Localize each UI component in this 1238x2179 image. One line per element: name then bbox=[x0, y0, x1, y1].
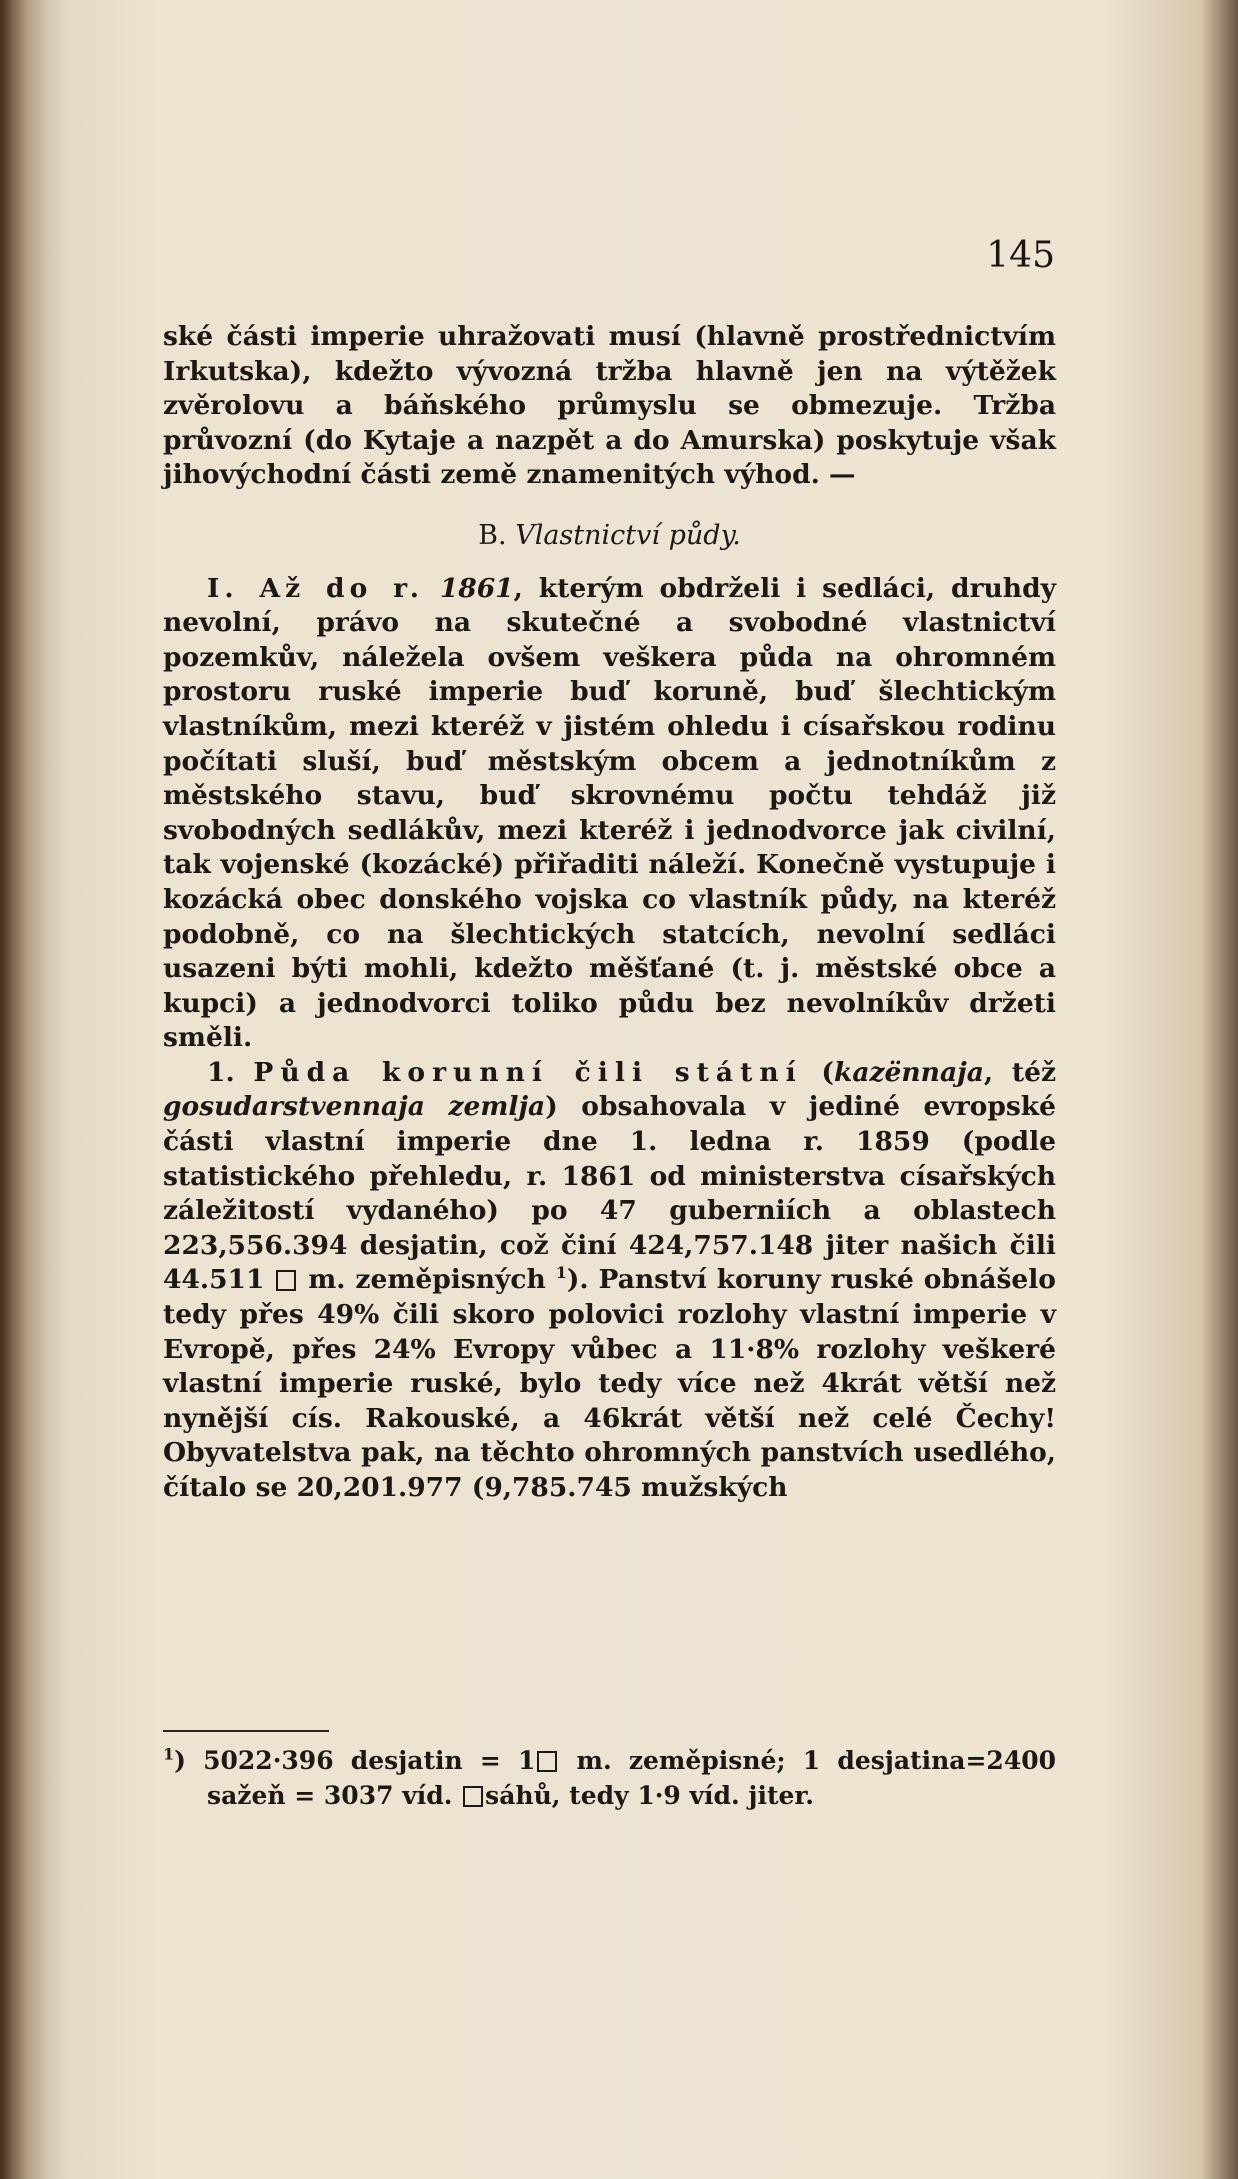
year-1861: 1861 bbox=[439, 572, 514, 604]
footnote-reference: 1 bbox=[555, 1263, 567, 1283]
paragraph-crown-land bbox=[163, 1056, 1056, 1506]
footnote-text-c: sáhů, tedy 1·9 víd. jiter. bbox=[485, 1781, 815, 1810]
footnote-divider bbox=[163, 1730, 329, 1732]
italic-term-kazennaja: kazënnaja bbox=[833, 1056, 984, 1088]
paragraph-text-a: ) obsahovala v jediné evropské části vlastní imperie dne 1. ledna r. 1859 (podle statistického přehledu, r. 1861 od ministerstva císařských záležitostí vydaného) po 47 guberniích a oblastech 223,556.394 desjatin, což činí 424,757.148 jiter našich čili 44.511 bbox=[163, 1091, 1057, 1296]
square-symbol-icon bbox=[537, 1751, 557, 1772]
square-symbol-icon bbox=[463, 1786, 483, 1807]
text-tez: , též bbox=[983, 1056, 1056, 1088]
footnote-text-b: m. zeměpisné; 1 desjatina=2400 sažeň = 3037 víd. bbox=[207, 1746, 1056, 1810]
footnote-text bbox=[163, 1743, 1056, 1813]
paragraph-text-c: ). Panství koruny ruské obnášelo tedy přes 49% čili skoro polovici rozlohy vlastní imperie v Evropě, přes 24% Evropy vůbec a 11·8% rozlohy veškeré vlastní imperie ruské, bylo tedy více než 4krát větší než nynější cís. Rakouské, a 46krát větší než celé Čechy! Obyvatelstva pak, na těchto ohromných panstvích usedlého, čítalo se 20,201.977 (9,785.745 mužských bbox=[163, 1264, 1056, 1503]
paren-open: ( bbox=[802, 1056, 834, 1088]
italic-term-gosudarstvennaja: gosudarstvennaja zemlja bbox=[163, 1091, 546, 1123]
paragraph-number: 1. bbox=[207, 1056, 235, 1088]
section-heading bbox=[163, 519, 1056, 554]
section-title: Vlastnictví půdy. bbox=[515, 519, 741, 551]
page-number: 145 bbox=[986, 235, 1055, 276]
paragraph-lead: I. Až do r. bbox=[207, 572, 424, 604]
square-symbol-icon bbox=[276, 1270, 296, 1291]
footnote-mark: 1 bbox=[163, 1744, 175, 1764]
book-page bbox=[70, 30, 1210, 2160]
spaced-term: Půda korunní čili státní bbox=[253, 1056, 803, 1088]
paragraph-text-b: m. zeměpisných bbox=[298, 1264, 546, 1296]
binding-gutter-shadow bbox=[0, 0, 70, 2179]
paragraph-intro: ské části imperie uhražovati musí (hlavně prostřednictvím Irkutska), kdežto vývozná tržba hlavně jen na výtěžek zvěrolovu a báňského průmyslu se obmezuje. Tržba průvozní (do Kytaje a nazpět a do Amurska) poskytuje však jihovýchodní části země znamenitých výhod. — bbox=[163, 321, 1056, 491]
section-letter: B. bbox=[478, 519, 507, 551]
body-text bbox=[163, 320, 1056, 1506]
footnote-text-a: ) 5022·396 desjatin = 1 bbox=[174, 1746, 536, 1775]
paragraph-text: , kterým obdrželi i sedláci, druhdy nevolní, právo na skutečné a svobodné vlastnictví pozemkův, náležela ovšem veškera půda na ohromném prostoru ruské imperie buď koruně, buď šlechtickým vlastníkům, mezi kteréž v jistém ohledu i císařskou rodinu počítati sluší, buď městským obcem a jednotníkům z městského stavu, buď skrovnému počtu tehdáž již svobodných sedlákův, mezi kteréž i jednodvorce jak civilní, tak vojenské (kozácké) přiřaditi náleží. Konečně vystupuje i kozácká obec donského vojska co vlastník půdy, na kteréž podobně, co na šlechtických statcích, nevolní sedláci usazeni býti mohli, kdežto měšťané (t. j. městské obce a kupci) a jednodvorci toliko půdu bez nevolníkův držeti směli. bbox=[163, 572, 1057, 1054]
paragraph-until-1861 bbox=[163, 572, 1056, 1056]
footnote bbox=[163, 1743, 1056, 1813]
